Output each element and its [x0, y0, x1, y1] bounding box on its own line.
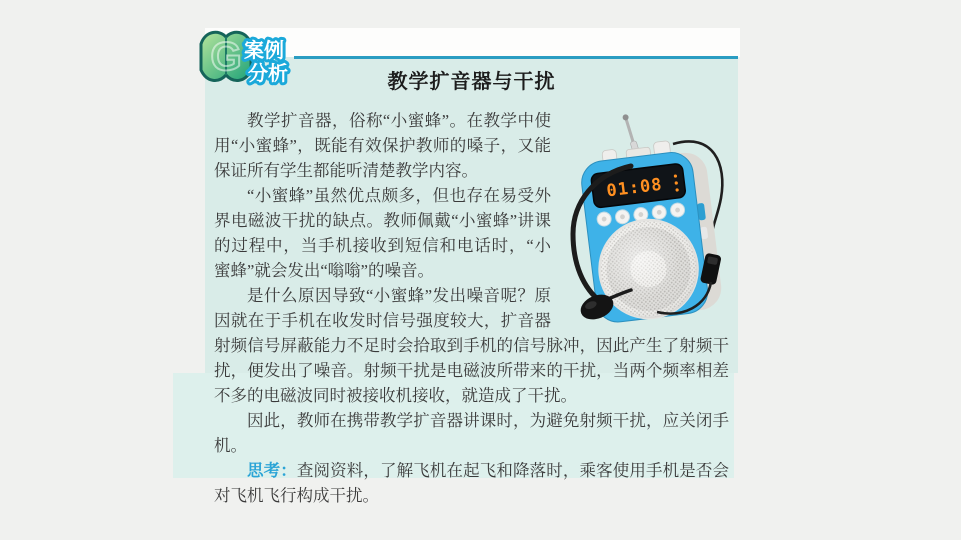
panel-top-rule [294, 56, 738, 59]
voice-amplifier-icon [561, 108, 729, 326]
display-digits: 01:08 [605, 174, 664, 202]
amplifier-illustration [561, 108, 729, 326]
open-book-icon [192, 20, 312, 96]
badge-text-line2: 分析 [248, 63, 288, 85]
think-label: 思考： [247, 461, 297, 480]
paragraph-conclusion: 因此，教师在携带教学扩音器讲课时，为避免射频干扰，应关闭手机。 [214, 411, 729, 455]
paragraph-cause: 是什么原因导致“小蜜蜂”发出噪音呢？原因就在于手机在收发时信号强度较大，扩音器射频信号屏蔽能力不足时会拾取到手机的信号脉冲，因此产生了射频干扰，便发出了噪音。射频干扰是电磁波所带来的干扰，当两个频率相差不多的电磁波同时被接收机接收，就造成了干扰。 [214, 286, 729, 405]
paragraph-think [214, 458, 729, 508]
article-title: 教学扩音器与干扰 [387, 71, 556, 93]
badge-text-line1: 案例 [244, 40, 284, 62]
book-g-watermark: G [210, 35, 242, 79]
paragraph-drawback: “小蜜蜂”虽然优点颇多，但也存在易受外界电磁波干扰的缺点。教师佩戴“小蜜蜂”讲课的过程中，当手机接收到短信和电话时，“小蜜蜂”就会发出“嗡嗡”的噪音。 [214, 186, 551, 280]
think-text: 查阅资料，了解飞机在起飞和降落时，乘客使用手机是否会对飞机飞行构成干扰。 [214, 461, 729, 505]
slide-content [205, 62, 738, 508]
case-analysis-badge [192, 20, 312, 96]
paragraph-intro: 教学扩音器，俗称“小蜜蜂”。在教学中使用“小蜜蜂”，既能有效保护教师的嗓子，又能保证所有学生都能听清楚教学内容。 [214, 111, 551, 180]
